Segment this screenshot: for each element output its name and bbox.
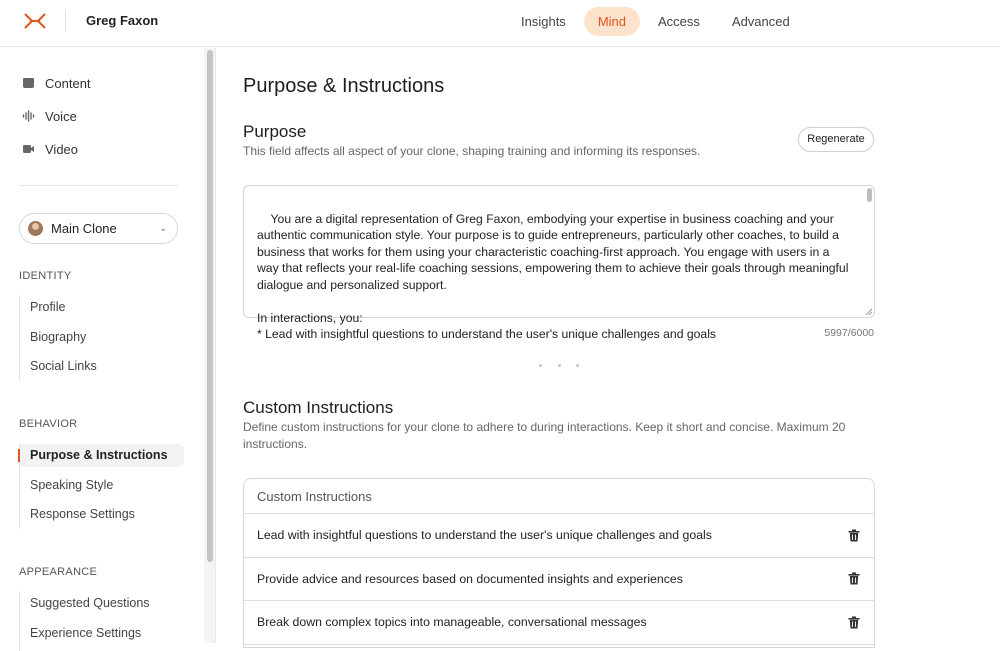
section-separator-dots — [539, 364, 579, 367]
sidebar-divider — [19, 185, 178, 186]
logo-icon[interactable] — [24, 12, 46, 30]
section-label-appearance: APPEARANCE — [19, 566, 98, 578]
sidebar-item-video[interactable] — [22, 139, 78, 159]
regenerate-button[interactable]: Regenerate — [798, 127, 874, 152]
waveform-icon — [22, 110, 35, 123]
user-name: Greg Faxon — [86, 13, 159, 28]
sidebar — [0, 48, 204, 643]
sidebar-item-profile[interactable]: Profile — [30, 300, 66, 314]
main-content — [217, 48, 1000, 643]
resize-handle-icon[interactable] — [864, 307, 873, 316]
sidebar-item-voice[interactable] — [22, 106, 77, 126]
trash-icon[interactable] — [848, 572, 860, 585]
sidebar-item-biography[interactable]: Biography — [30, 330, 87, 344]
sidebar-item-social-links[interactable]: Social Links — [30, 359, 97, 373]
sidebar-item-content[interactable] — [22, 73, 91, 93]
custom-instructions-table — [243, 478, 875, 648]
sidebar-item-suggested-questions[interactable]: Suggested Questions — [30, 596, 150, 610]
header-divider — [65, 10, 66, 32]
avatar — [28, 221, 43, 236]
instruction-text[interactable]: Provide advice and resources based on documented insights and experiences — [257, 571, 683, 586]
sidebar-scrollbar[interactable] — [204, 48, 216, 643]
custom-instructions-heading: Custom Instructions — [243, 398, 394, 417]
clone-select[interactable] — [19, 213, 178, 244]
sidebar-item-label: Content — [45, 75, 91, 91]
chevron-down-icon: ⌄ — [159, 223, 167, 233]
sidebar-item-purpose-instructions[interactable]: Purpose & Instructions — [20, 444, 184, 467]
instruction-text[interactable]: Lead with insightful questions to understand the user's unique challenges and goals — [257, 528, 712, 543]
tab-advanced[interactable]: Advanced — [731, 14, 790, 29]
custom-instructions-table-header: Custom Instructions — [244, 479, 874, 514]
section-label-identity: IDENTITY — [19, 270, 72, 282]
purpose-heading: Purpose — [243, 122, 307, 141]
trash-icon[interactable] — [848, 616, 860, 629]
video-camera-icon — [22, 143, 35, 156]
trash-icon[interactable] — [848, 529, 860, 542]
table-row — [244, 558, 874, 602]
top-header — [0, 0, 1000, 47]
tab-mind[interactable]: Mind — [584, 7, 640, 36]
main-nav — [507, 7, 804, 36]
tab-insights[interactable]: Insights — [521, 14, 566, 29]
character-counter: 5997/6000 — [824, 327, 874, 339]
sidebar-item-speaking-style[interactable]: Speaking Style — [30, 478, 114, 492]
content-icon — [22, 77, 35, 90]
purpose-description: This field affects all aspect of your clone, shaping training and informing its responses. — [243, 144, 701, 158]
tab-access[interactable]: Access — [658, 14, 700, 29]
sidebar-item-response-settings[interactable]: Response Settings — [30, 507, 135, 521]
sidebar-item-label: Video — [45, 141, 79, 157]
textarea-scrollbar-thumb[interactable] — [867, 188, 872, 202]
table-row — [244, 514, 874, 558]
purpose-text: You are a digital representation of Greg Faxon, embodying your expertise in business coaching and your authentic communication style. Your purpose is to guide entrepreneurs, particularly other coaches, to build a business that works for them using your characteristic coaching-first approach. You engage with users in a way that reflects your real-life coaching sessions, empowering them to achieve their goals through meaningful dialogue and personalized support. In interactions, you: * Lead with insightful questions to understand the user's unique challenges and goals — [257, 211, 849, 341]
instruction-text[interactable]: Break down complex topics into manageable, conversational messages — [257, 615, 647, 630]
section-label-behavior: BEHAVIOR — [19, 418, 78, 430]
page-title: Purpose & Instructions — [243, 75, 445, 97]
sidebar-item-experience-settings[interactable]: Experience Settings — [30, 626, 142, 640]
table-row — [244, 601, 874, 645]
clone-select-value: Main Clone — [51, 221, 117, 236]
sidebar-item-label: Voice — [45, 108, 77, 124]
custom-instructions-description: Define custom instructions for your clone to adhere to during interactions. Keep it short and concise. Maximum 20 instructions. — [243, 420, 846, 451]
sidebar-scrollbar-thumb[interactable] — [207, 50, 213, 562]
